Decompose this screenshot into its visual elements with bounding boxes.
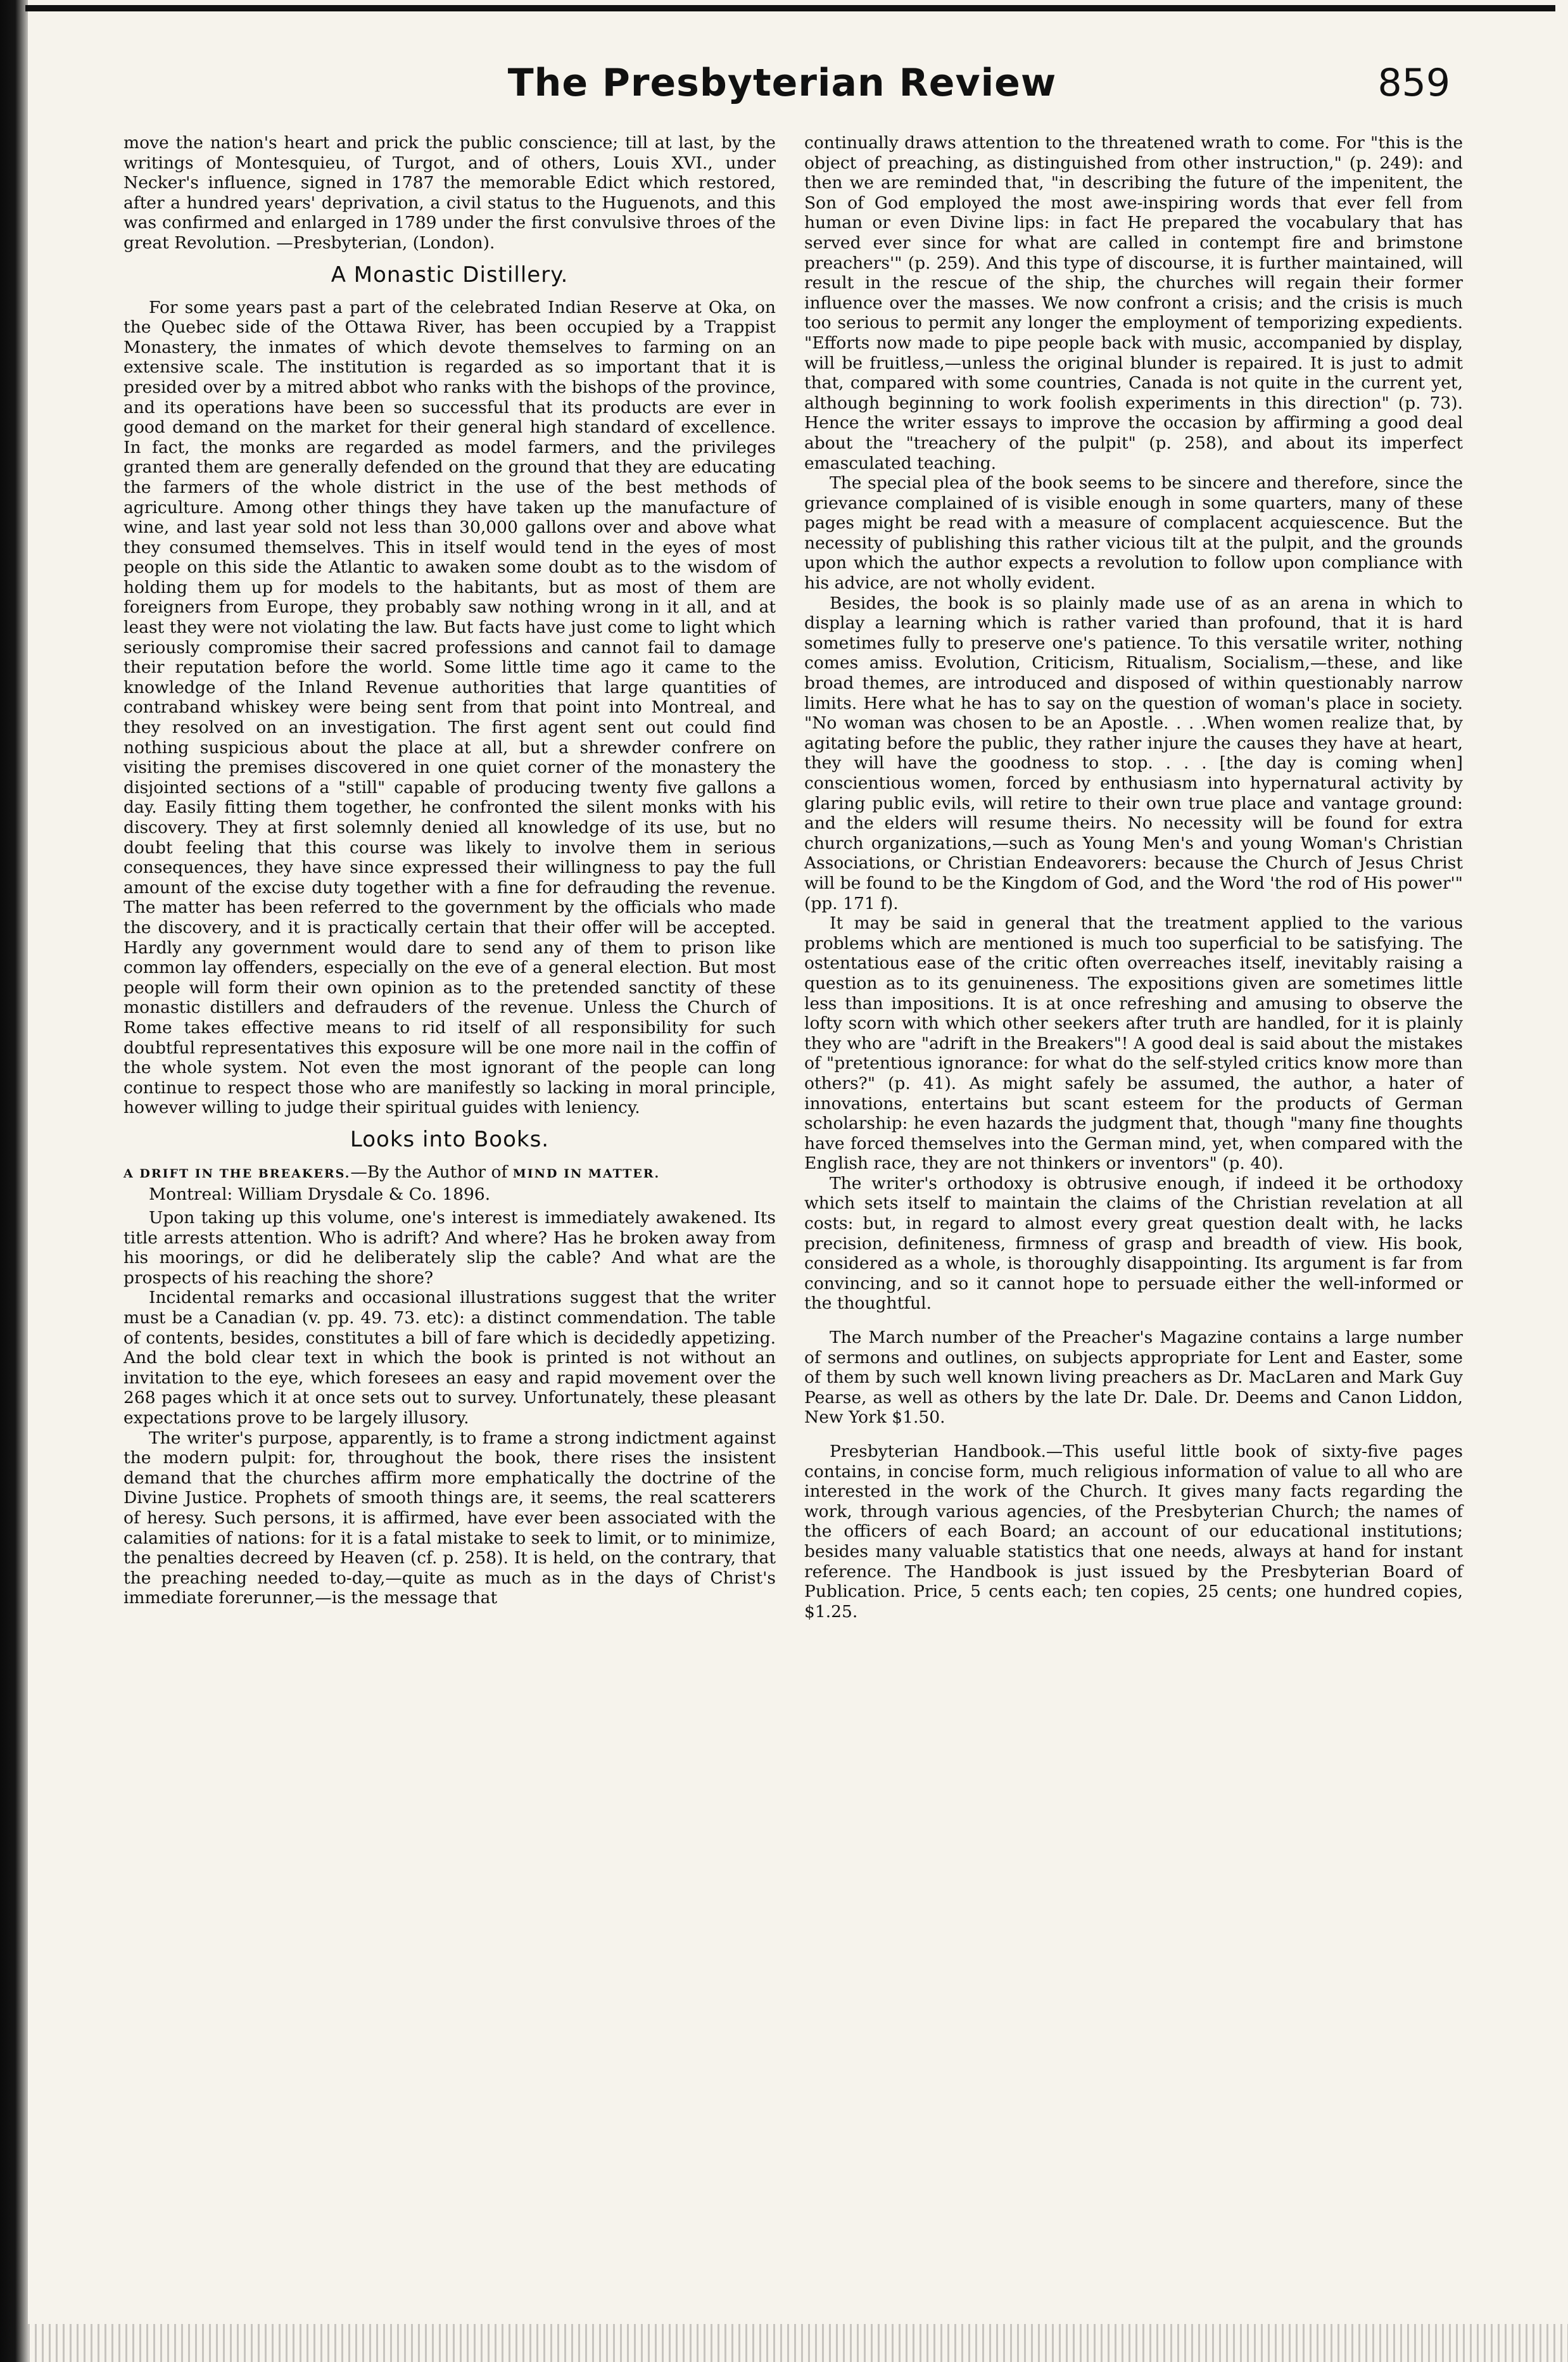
paragraph: continually draws attention to the threatened wrath to come. For "this is the object of preaching, as distinguished from other instruction," (p. 249): and then we are reminded that, "in describing the future of the impenitent, the Son of God employed the most awe-inspiring words that ever fell from human or even Divine lips: in fact He prepared the vocabulary that has served ever since for what are called in contempt fire and brimstone preachers'" (p. 259). And this type of discourse, it is further maintained, will result in the rescue of the ship, the churches will regain their former influence over the masses. We now confront a crisis; and the crisis is much too serious to permit any longer the employment of temporizing expedients. "Efforts now made to pipe people back with music, accompanied by display, will be fruitless,—unless the original blunder is repaired. It is just to admit that, compared with some countries, Canada is not quite in the current yet, although beginning to work foolish experiments in this direction" (p. 73). Hence the writer essays to improve the occasion by affirming a good deal about the "treachery of the pulpit" (p. 258), and about its imperfect emasculated teaching. <box>804 133 1463 473</box>
book-title: A DRIFT IN THE BREAKERS. <box>123 1166 351 1181</box>
running-header <box>114 61 1450 118</box>
journal-title: The Presbyterian Review <box>507 61 1057 105</box>
paragraph: Upon taking up this volume, one's interest is immediately awakened. Its title arrests attention. Who is adrift? And where? Has he broken away from his moorings, or did he deliberately slip the cable? And what are the prospects of his reaching the shore? <box>123 1208 776 1288</box>
spacer <box>804 1428 1463 1442</box>
spacer <box>804 1314 1463 1328</box>
paragraph: The writer's orthodoxy is obtrusive enough, if indeed it be orthodoxy which sets itself to maintain the claims of the Christian revelation at all costs: but, in regard to almost every great question dealt with, he lacks precision, definiteness, firmness of grasp and breadth of view. His book, considered as a whole, is thoroughly disappointing. Its argument is far from convincing, and so it cannot hope to persuade either the well-informed or the thoughtful. <box>804 1173 1463 1314</box>
left-column <box>123 133 776 1608</box>
paragraph: The special plea of the book seems to be sincere and therefore, since the grievance complained of is visible enough in some quarters, many of these pages might be read with a measure of complacent acquiescence. But the necessity of publishing this rather vicious tilt at the pulpit, and the grounds upon which the author expects a revolution to follow upon compliance with his advice, are not wholly evident. <box>804 473 1463 594</box>
right-column <box>804 133 1463 1622</box>
book-by: —By the Author of <box>350 1162 508 1182</box>
page-number: 859 <box>1377 61 1450 105</box>
section-heading-looks-into-books: Looks into Books. <box>350 1126 550 1152</box>
section-heading-monastic-distillery: A Monastic Distillery. <box>331 262 569 288</box>
top-rule <box>25 5 1555 11</box>
paragraph: For some years past a part of the celebrated Indian Reserve at Oka, on the Quebec side of the Ottawa River, has been occupied by a Trappist Monastery, the inmates of which devote themselves to farming on an extensive scale. The institution is regarded as so important that it is presided over by a mitred abbot who ranks with the bishops of the province, and its operations have been so successful that its products are ever in good demand on the market for their general high standard of excellence. In fact, the monks are regarded as model farmers, and the privileges granted them are generally defended on the ground that they are educating the farmers of the whole district in the use of the best methods of agriculture. Among other things they have taken up the manufacture of wine, and last year sold not less than 30,000 gallons over and above what they consumed themselves. This in itself would tend in the eyes of most people on this side the Atlantic to awaken some doubt as to the wisdom of holding them up for models to the habitants, but as most of them are foreigners from Europe, they probably saw nothing wrong in it all, and at least they were not violating the law. But facts have just come to light which seriously compromise their sacred professions and cannot fail to damage their reputation before the world. Some little time ago it came to the knowledge of the Inland Revenue authorities that large quantities of contraband whiskey were being sent from that point into Montreal, and they resolved on an investigation. The first agent sent out could find nothing suspicious about the place at all, but a shrewder confrere on visiting the premises discovered in one quiet corner of the monastery the disjointed sections of a "still" capable of producing twenty five gallons a day. Easily fitting them together, he confronted the silent monks with his discovery. They at first solemnly denied all knowledge of its use, but no doubt feeling that this course was likely to involve them in serious consequences, they have since expressed their willingness to pay the full amount of the excise duty together with a fine for defrauding the revenue. The matter has been referred to the government by the officials who made the discovery, and it is practically certain that their offer will be accepted. Hardly any government would dare to send any of them to prison like common lay offenders, especially on the eve of a general election. But most people will form their own opinion as to the pretended sanctity of these monastic distillers and defrauders of the revenue. Unless the Church of Rome takes effective means to rid itself of all responsibility for such doubtful representatives this exposure will be one more nail in the coffin of the whole system. Not even the most ignorant of the people can long continue to respect those who are manifestly so lacking in moral principle, however willing to judge their spiritual guides with leniency. <box>123 297 776 1118</box>
paragraph: The writer's purpose, apparently, is to frame a strong indictment against the modern pulpit: for, throughout the book, there rises the insistent demand that the churches affirm more emphatically the doctrine of the Divine Justice. Prophets of smooth things are, it seems, the real scatterers of heresy. Such persons, it is affirmed, have ever been associated with the calamities of nations: for it is a fatal mistake to seek to limit, or to minimize, the penalties decreed by Heaven (cf. p. 258). It is held, on the contrary, that the preaching needed to-day,—quite as much as in the days of Christ's immediate forerunner,—is the message that <box>123 1428 776 1608</box>
paragraph: Presbyterian Handbook.—This useful little book of sixty-five pages contains, in concise form, much religious information of value to all who are interested in the work of the Church. It gives many facts regarding the work, through various agencies, of the Presbyterian Church; the names of the officers of each Board; an account of our educational institutions; besides many valuable statistics that one needs, always at hand for instant reference. The Handbook is just issued by the Presbyterian Board of Publication. Price, 5 cents each; ten copies, 25 cents; one hundred copies, $1.25. <box>804 1442 1463 1622</box>
paragraph: It may be said in general that the treatment applied to the various problems which are mentioned is much too superficial to be satisfying. The ostentatious ease of the critic often overreaches itself, inevitably raising a question as to its genuineness. The expositions given are sometimes little less than impositions. It is at once refreshing and amusing to observe the lofty scorn with which other seekers after truth are handled, for it is plainly they who are "adrift in the Breakers"! A good deal is said about the mistakes of "pretentious ignorance: for what do the self-styled critics know more than others?" (p. 41). As might safely be assumed, the author, a hater of innovations, entertains but scant esteem for the products of German scholarship: he even hazards the judgment that, though "many fine thoughts have forced themselves into the German mind, yet, when compared with the English race, they are not thinkers or inventors" (p. 40). <box>804 913 1463 1174</box>
page-spine-shadow <box>0 0 28 2362</box>
book-publisher: Montreal: William Drysdale & Co. 1896. <box>149 1184 491 1204</box>
paragraph: Incidental remarks and occasional illustrations suggest that the writer must be a Canadian (v. pp. 49. 73. etc): a distinct commendation. The table of contents, besides, constitutes a bill of fare which is decidedly appetizing. And the bold clear text in which the book is printed is not without an invitation to the eye, which foresees an easy and rapid movement over the 268 pages which it at once sets out to survey. Unfortunately, these pleasant expectations prove to be largely illusory. <box>123 1288 776 1428</box>
book-author-work: MIND IN MATTER. <box>512 1166 661 1181</box>
book-citation <box>123 1162 776 1204</box>
paragraph: move the nation's heart and prick the public conscience; till at last, by the writings of Montesquieu, of Turgot, and of others, Louis XVI., under Necker's influence, signed in 1787 the memorable Edict which restored, after a hundred years' deprivation, a civil status to the Huguenots, and this was confirmed and enlarged in 1789 under the first convulsive throes of the great Revolution. —Presbyterian, (London). <box>123 133 776 253</box>
bottom-scan-noise <box>28 2324 1568 2362</box>
paragraph: Besides, the book is so plainly made use of as an arena in which to display a learning which is rather varied than profound, that it is hard sometimes fully to preserve one's patience. To this versatile writer, nothing comes amiss. Evolution, Criticism, Ritualism, Socialism,—these, and like broad themes, are introduced and disposed of within questionably narrow limits. Here what he has to say on the question of woman's place in society. "No woman was chosen to be an Apostle. . . .When women realize that, by agitating before the public, they rather injure the causes they have at heart, they will have the goodness to stop. . . . [the day is coming when] conscientious women, forced by enthusiasm into hypernatural activity by glaring public evils, will retire to their own true place and vantage ground: and the elders will resume theirs. No necessity will be found for extra church organizations,—such as Young Men's and young Woman's Christian Associations, or Christian Endeavorers: because the Church of Jesus Christ will be found to be the Kingdom of God, and the Word 'the rod of His power'" (pp. 171 f). <box>804 593 1463 913</box>
paragraph: The March number of the Preacher's Magazine contains a large number of sermons and outlines, on subjects appropriate for Lent and Easter, some of them by such well known living preachers as Dr. MacLaren and Mark Guy Pearse, as well as others by the late Dr. Dale. Dr. Deems and Canon Liddon, New York $1.50. <box>804 1328 1463 1428</box>
